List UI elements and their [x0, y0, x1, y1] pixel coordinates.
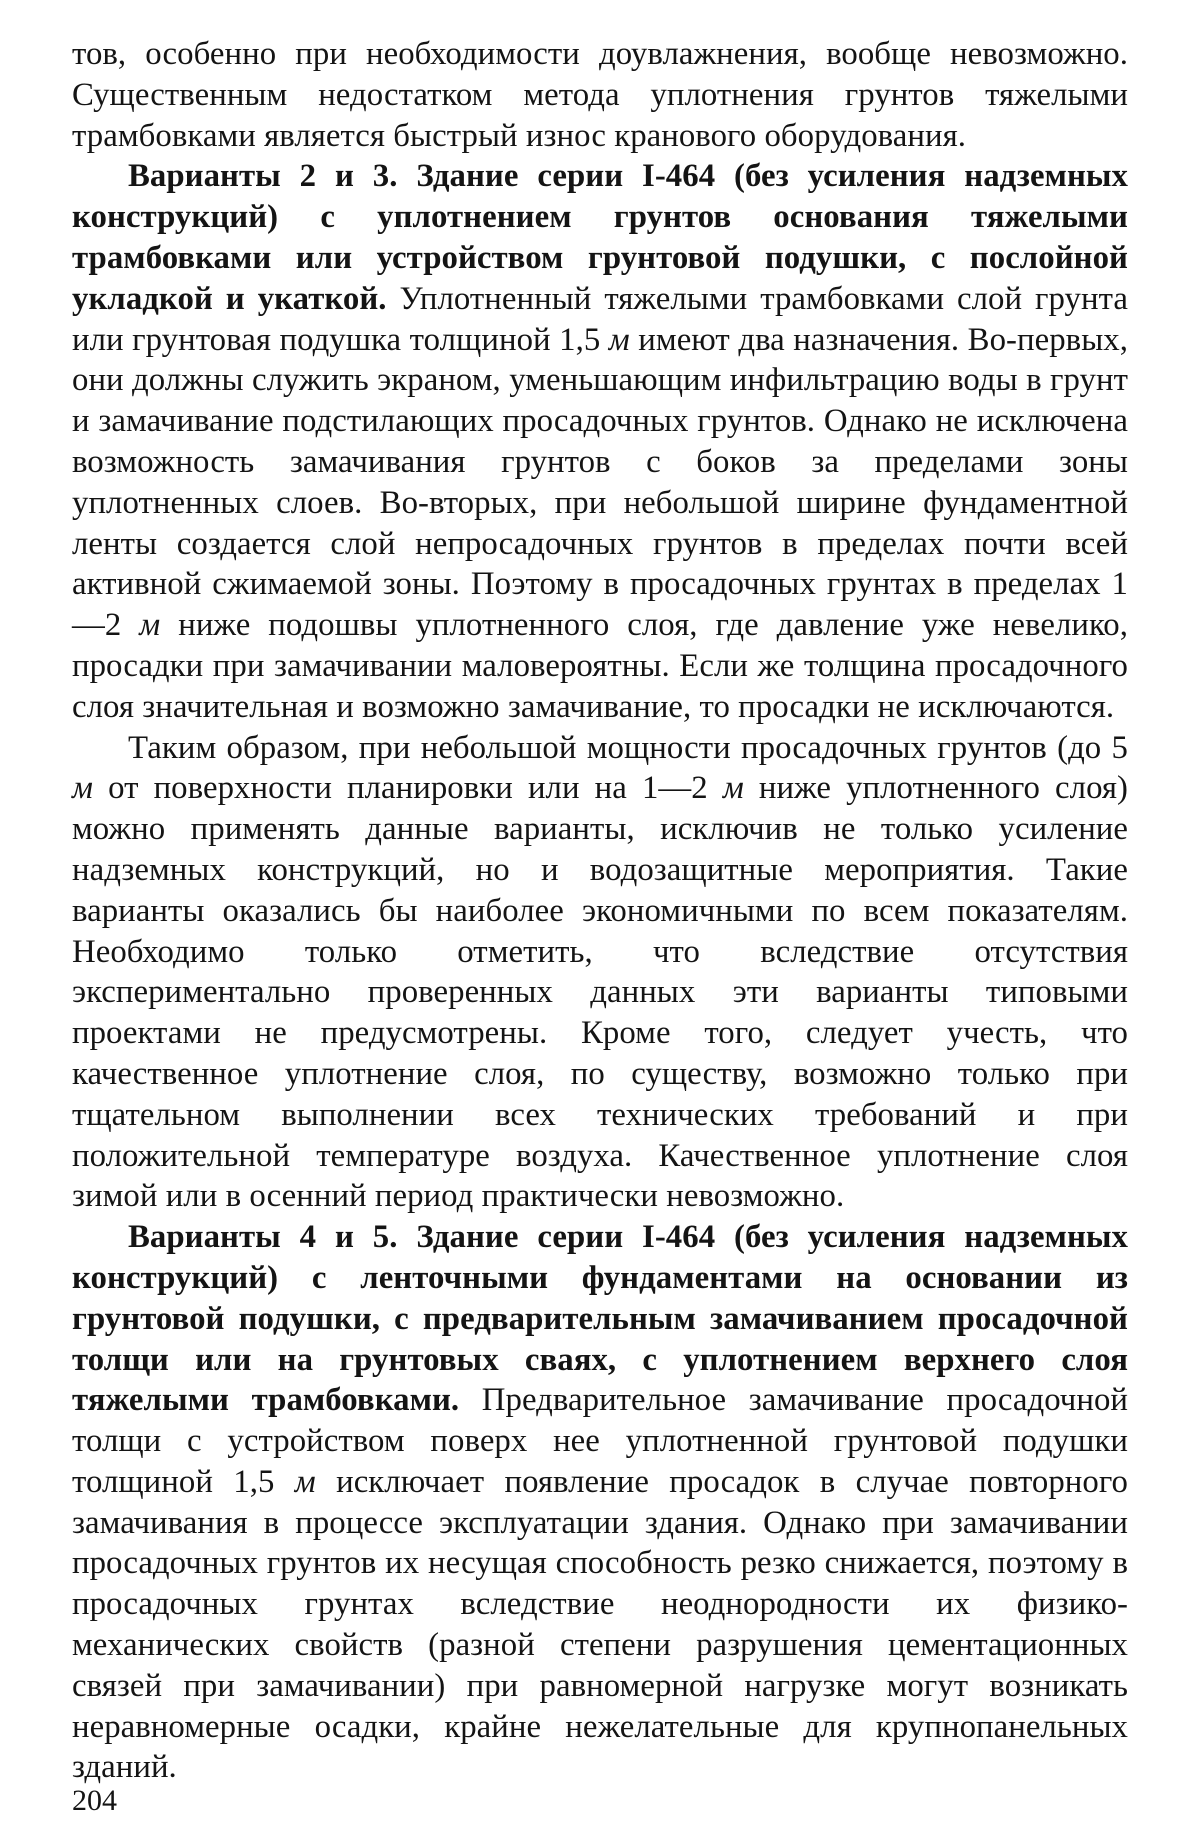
paragraph-3 [72, 728, 1128, 1218]
paragraph-4-text-b: исключает появление просадок в случае повторного замачивания в процессе эксплуатации здания. Однако при замачивании просадочных грунтов их несущая способность резко снижается, поэтому в просадочных грунтах вследствие неоднородности их физико-механических свойств (разной степени разрушения цементационных связей при замачивании) при равномерной нагрузке могут возникать неравномерные осадки, крайне нежелательные для крупнопанельных зданий. [72, 1463, 1128, 1786]
paragraph-4-text-a: Предварительное замачивание просадочной толщи с устройством поверх нее уплотненной грунтовой подушки толщиной 1,5 [72, 1382, 1128, 1500]
paragraph-1-text: тов, особенно при необходимости доувлажнения, вообще невозможно. Существенным недостатком метода уплотнения грунтов тяжелыми трамбовками является быстрый износ кранового оборудования. [72, 36, 1128, 154]
paragraph-2-text-a: Уплотненный тяжелыми трамбовками слой грунта или грунтовая подушка толщиной 1,5 [72, 280, 1128, 358]
paragraph-1 [72, 34, 1128, 156]
paragraph-2-unit-a: м [608, 321, 630, 358]
paragraph-4-bold-lead: Варианты 4 и 5. Здание серии I-464 (без усиления надземных конструкций) с ленточными фундаментами на основании из грунтовой подушки, с предварительным замачиванием просадочной толщи или на грунтовых сваях, с уплотнением верхнего слоя тяжелыми трамбовками. [72, 1219, 1128, 1419]
paragraph-4 [72, 1217, 1128, 1788]
paragraph-3-text-a: Таким образом, при небольшой мощности просадочных грунтов (до 5 [128, 729, 1128, 766]
paragraph-2-unit-b: м [139, 607, 161, 644]
page-body [72, 34, 1128, 1788]
paragraph-3-unit-b: м [722, 770, 744, 807]
paragraph-3-text-b: от поверхности планировки или на 1—2 [92, 770, 723, 807]
paragraph-2-text-c: ниже подошвы уплотненного слоя, где давление уже невелико, просадки при замачивании маловероятны. Если же толщина просадочного слоя значительная и возможно замачивание, то просадки не исключаются. [72, 607, 1128, 725]
paragraph-3-unit-a: м [72, 770, 93, 807]
paragraph-3-text-c: ниже уплотненного слоя) можно применять данные варианты, исключив не только усиление надземных конструкций, но и водозащитные мероприятия. Такие варианты оказались бы наиболее экономичными по всем показателям. Необходимо только отметить, что вследствие отсутствия экспериментально проверенных данных эти варианты типовыми проектами не предусмотрены. Кроме того, следует учесть, что качественное уплотнение слоя, по существу, возможно только при тщательном выполнении всех технических требований и при положительной температуре воздуха. Качественное уплотнение слоя зимой или в осенний период практически невозможно. [72, 770, 1128, 1215]
paragraph-4-unit-a: м [294, 1463, 316, 1500]
paragraph-2 [72, 156, 1128, 727]
paragraph-2-bold-lead: Варианты 2 и 3. Здание серии I-464 (без усиления надземных конструкций) с уплотнением грунтов основания тяжелыми трамбовками или устройством грунтовой подушки, с послойной укладкой и укаткой. [72, 158, 1128, 317]
paragraph-2-text-b: имеют два назначения. Во-первых, они должны служить экраном, уменьшающим инфильтрацию воды в грунт и замачивание подстилающих просадочных грунтов. Однако не исключена возможность замачивания грунтов с боков за пределами зоны уплотненных слоев. Во-вторых, при небольшой ширине фундаментной ленты создается слой непросадочных грунтов в пределах почти всей активной сжимаемой зоны. Поэтому в просадочных грунтах в пределах 1—2 [72, 321, 1128, 644]
page-number: 204 [72, 1784, 117, 1817]
